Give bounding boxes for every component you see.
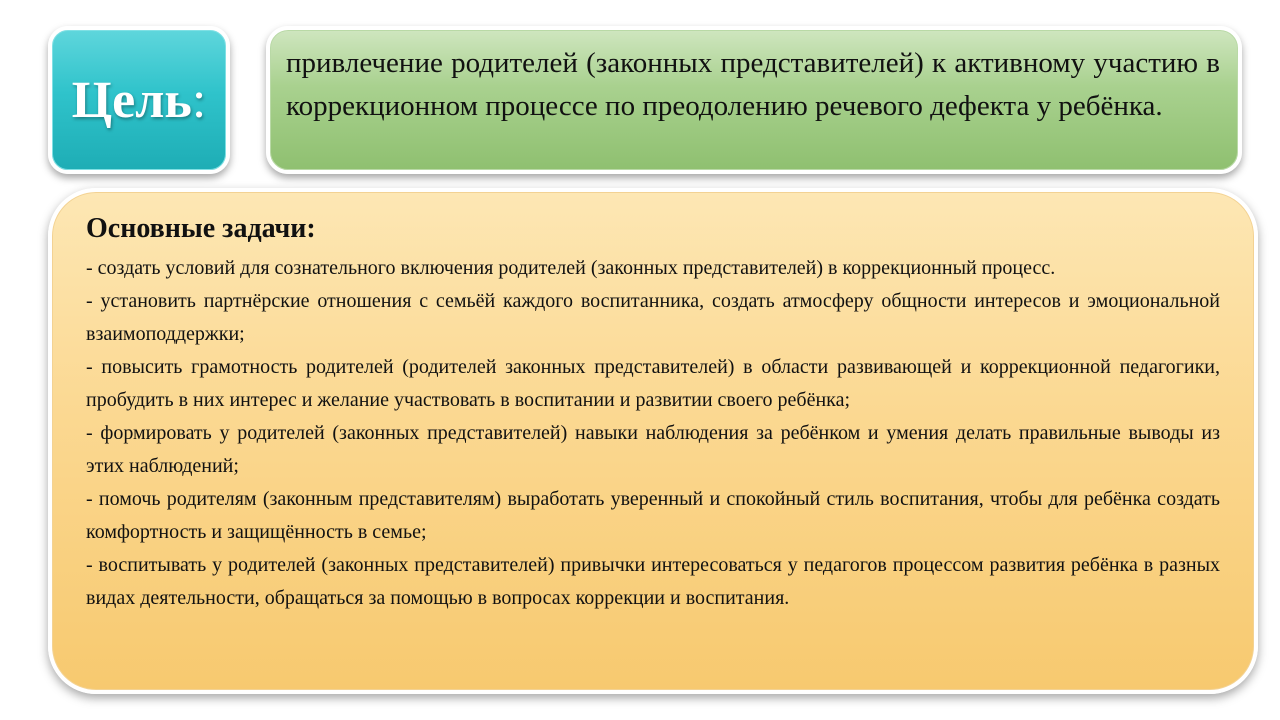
goal-text: привлечение родителей (законных представителей) к активному участию в коррекционном процессе по преодолению речевого дефекта у ребёнка. xyxy=(286,47,1220,122)
goal-label-colon: : xyxy=(191,71,207,129)
goal-label-word: Цель xyxy=(71,71,192,129)
tasks-title: Основные задачи: xyxy=(86,213,316,244)
task-item-1: - создать условий для сознательного включения родителей (законных представителей) в коррекционный процесс. xyxy=(86,257,1056,279)
goal-text-box xyxy=(266,26,1242,174)
tasks-box xyxy=(48,188,1258,694)
task-item-5: - помочь родителям (законным представителям) выработать уверенный и спокойный стиль воспитания, чтобы для ребёнка создать комфортность и защищённость в семье; xyxy=(86,488,1220,543)
task-item-6: - воспитывать у родителей (законных представителей) привычки интересоваться у педагогов процессом развития ребёнка в разных видах деятельности, обращаться за помощью в вопросах коррекции и воспитания. xyxy=(86,554,1220,609)
task-item-4: - формировать у родителей (законных представителей) навыки наблюдения за ребёнком и умения делать правильные выводы из этих наблюдений; xyxy=(86,422,1220,477)
task-item-3: - повысить грамотность родителей (родителей законных представителей) в области развивающей и коррекционной педагогики, пробудить в них интерес и желание участвовать в воспитании и развитии своего ребёнка; xyxy=(86,356,1220,411)
task-item-2: - установить партнёрские отношения с семьёй каждого воспитанника, создать атмосферу общности интересов и эмоциональной взаимоподдержки; xyxy=(86,290,1220,345)
goal-label xyxy=(72,71,207,130)
goal-label-box xyxy=(48,26,230,174)
